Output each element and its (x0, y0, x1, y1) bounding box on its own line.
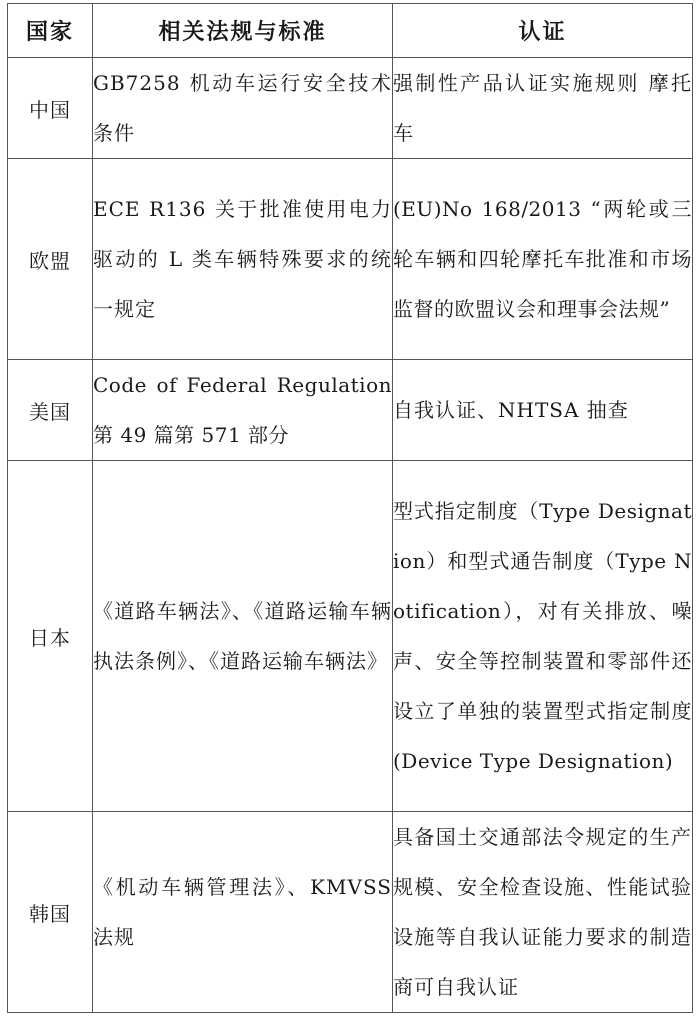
laws-cell (93, 360, 393, 461)
cert-cell (393, 360, 693, 461)
laws-text: GB7258 机动车运行安全技术条件 (93, 71, 392, 145)
cert-text: 具备国土交通部法令规定的生产规模、安全检查设施、性能试验设施等自我认证能力要求的制造商可自我认证 (393, 825, 692, 999)
cert-cell (393, 159, 693, 360)
table-header-row (8, 4, 693, 58)
header-cert: 认证 (393, 4, 693, 58)
country-cell: 美国 (8, 360, 93, 461)
table-row (8, 812, 693, 1013)
table-row (8, 159, 693, 360)
table-row (8, 461, 693, 812)
laws-cell (93, 159, 393, 360)
cert-text: 型式指定制度（Type Designation）和型式通告制度（Type Notification），对有关排放、噪声、安全等控制装置和零部件还设立了单独的装置型式指定制度(Device Type Designation) (393, 499, 692, 773)
header-country: 国家 (8, 4, 93, 58)
country-cell: 日本 (8, 461, 93, 812)
country-cell: 欧盟 (8, 159, 93, 360)
cert-cell (393, 812, 693, 1013)
header-laws: 相关法规与标准 (93, 4, 393, 58)
cert-text: 强制性产品认证实施规则 摩托车 (393, 71, 692, 145)
laws-cell (93, 58, 393, 159)
cert-cell (393, 461, 693, 812)
laws-cell (93, 461, 393, 812)
cert-cell (393, 58, 693, 159)
country-cell: 韩国 (8, 812, 93, 1013)
laws-text: ECE R136 关于批准使用电力驱动的 L 类车辆特殊要求的统一规定 (93, 197, 392, 321)
cert-text: (EU)No 168/2013 “两轮或三轮车辆和四轮摩托车批准和市场监督的欧盟议会和理事会法规” (393, 197, 692, 321)
regulation-table (7, 3, 693, 1013)
cert-text: 自我认证、NHTSA 抽查 (393, 398, 629, 422)
regulation-table-container (7, 3, 692, 1013)
laws-text: 《道路车辆法》、《道路运输车辆执法条例》、《道路运输车辆法》 (93, 599, 392, 673)
country-cell: 中国 (8, 58, 93, 159)
laws-text: 《机动车辆管理法》、KMVSS 法规 (93, 875, 392, 949)
laws-text: Code of Federal Regulation 第 49 篇第 571 部分 (93, 373, 392, 447)
laws-cell (93, 812, 393, 1013)
table-row (8, 58, 693, 159)
table-row (8, 360, 693, 461)
